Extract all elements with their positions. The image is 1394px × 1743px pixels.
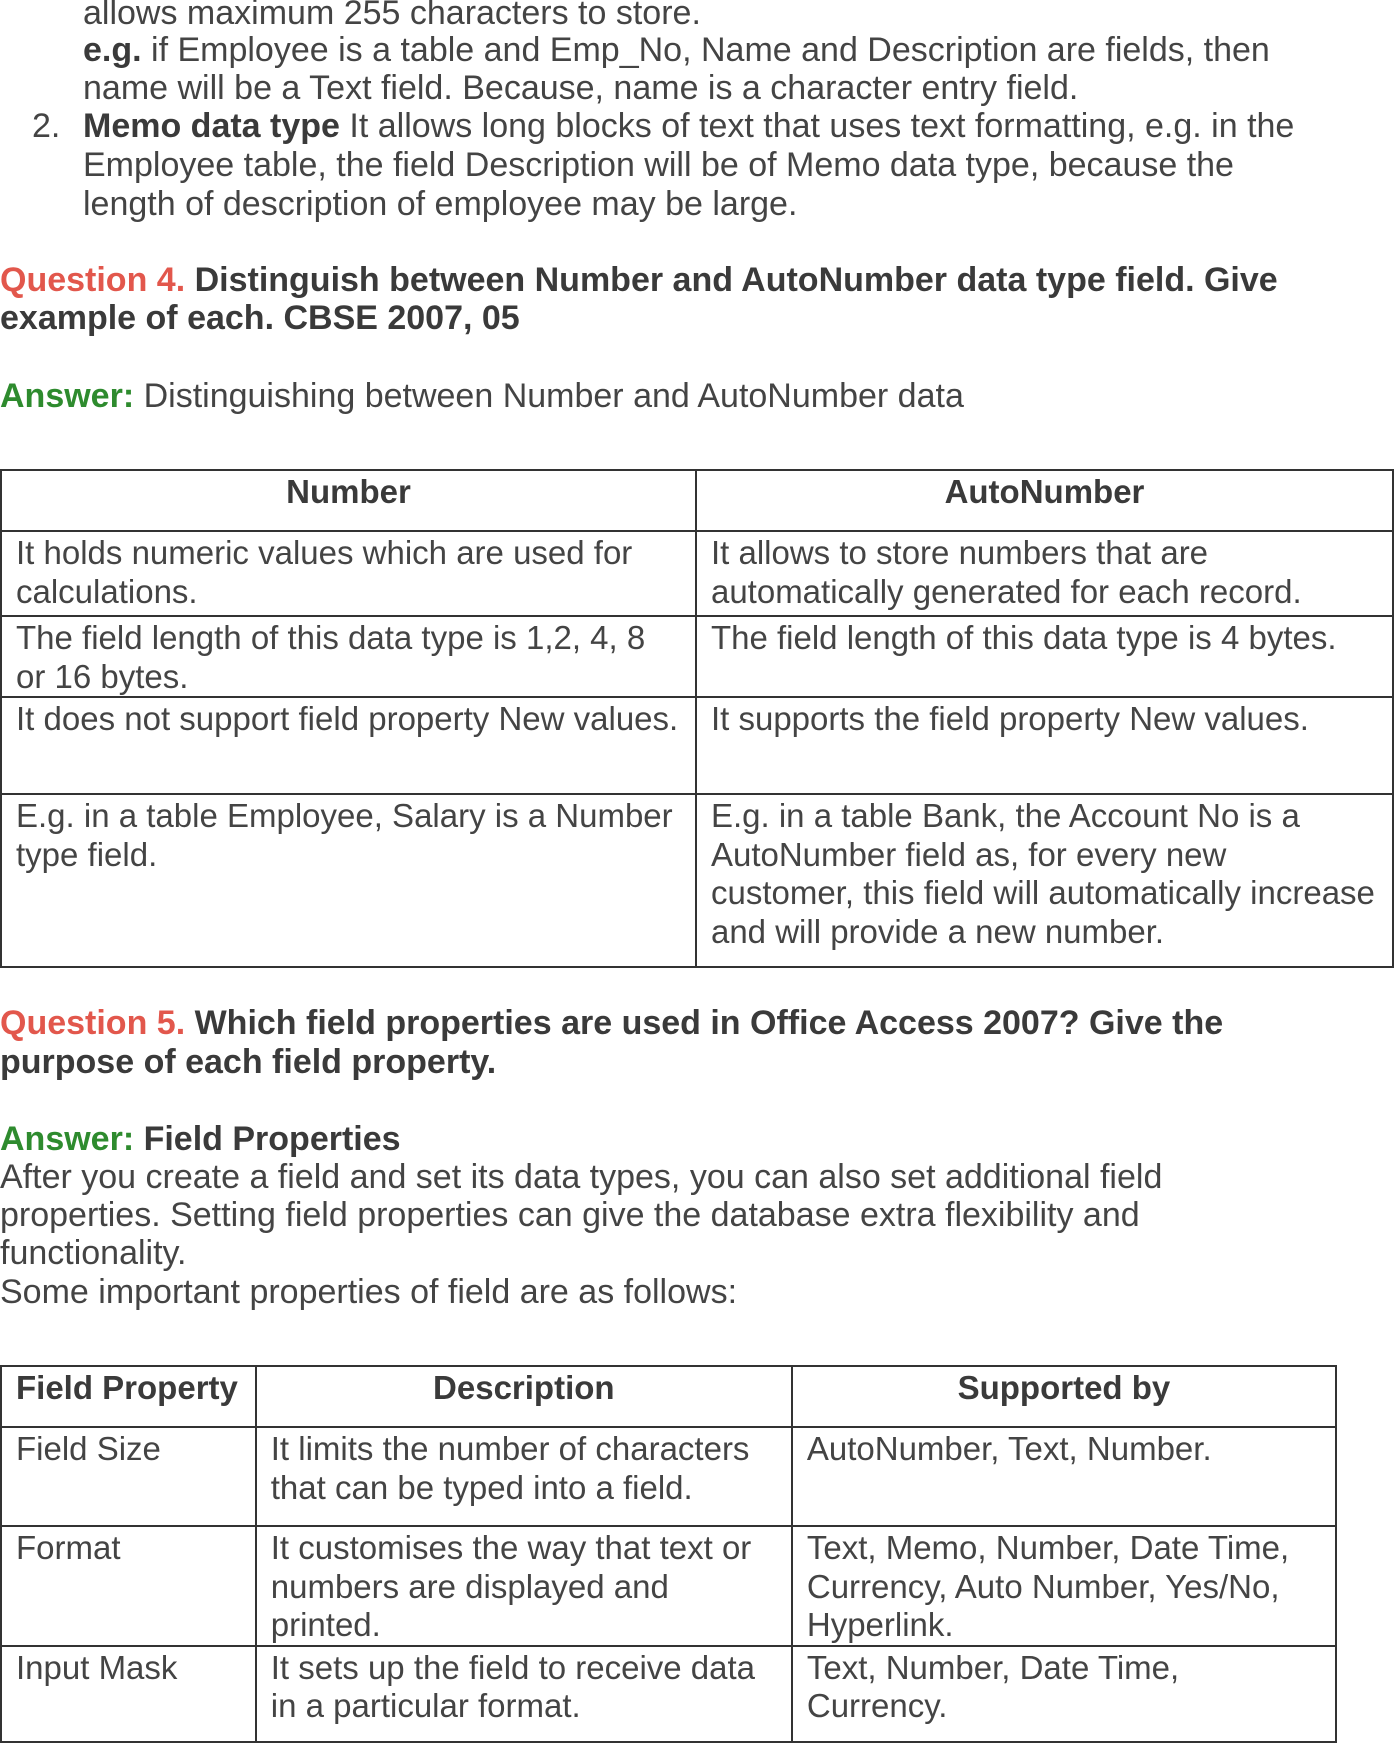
table-row [1, 794, 1393, 967]
table-cell: Format [1, 1526, 256, 1646]
text-line: After you create a field and set its data types, you can also set additional field [0, 1158, 1163, 1196]
table-header-row [1, 1366, 1336, 1427]
list-number: 2. [32, 107, 61, 145]
question-4-heading: Question 4. Distinguish between Number and AutoNumber data type field. Give [0, 261, 1278, 299]
table-cell: It does not support field property New values. [1, 697, 696, 794]
table-cell: E.g. in a table Bank, the Account No is a AutoNumber field as, for every new customer, this field will automatically increase and will provide a new number. [696, 794, 1393, 967]
number-vs-autonumber-table [0, 469, 1394, 968]
text-line: Employee table, the field Description will be of Memo data type, because the [83, 146, 1234, 184]
question-4-heading: example of each. CBSE 2007, 05 [0, 299, 520, 337]
text-line: properties. Setting field properties can give the database extra flexibility and [0, 1196, 1140, 1234]
text-line: length of description of employee may be large. [83, 185, 798, 223]
table-cell: E.g. in a table Employee, Salary is a Number type field. [1, 794, 696, 967]
text-line: functionality. [0, 1234, 187, 1272]
table-row [1, 1646, 1336, 1742]
answer-4: Answer: Distinguishing between Number and AutoNumber data [0, 377, 964, 415]
table-header: Number [1, 470, 696, 531]
table-header: AutoNumber [696, 470, 1393, 531]
question-5-heading: purpose of each field property. [0, 1043, 497, 1081]
text-line: e.g. if Employee is a table and Emp_No, Name and Description are fields, then [83, 31, 1270, 69]
field-properties-table [0, 1365, 1337, 1743]
table-row [1, 1526, 1336, 1646]
table-cell: The field length of this data type is 4 bytes. [696, 616, 1393, 697]
table-cell: AutoNumber, Text, Number. [792, 1427, 1336, 1526]
table-row [1, 697, 1393, 794]
table-cell: Input Mask [1, 1646, 256, 1742]
table-cell: The field length of this data type is 1,2, 4, 8 or 16 bytes. [1, 616, 696, 697]
table-row [1, 531, 1393, 616]
table-header: Field Property [1, 1366, 256, 1427]
text-line: Some important properties of field are as follows: [0, 1273, 738, 1311]
answer-5: Answer: Field Properties [0, 1120, 401, 1158]
text-line: allows maximum 255 characters to store. [83, 0, 701, 32]
table-cell: It customises the way that text or numbers are displayed and printed. [256, 1526, 792, 1646]
table-cell: It supports the field property New values. [696, 697, 1393, 794]
table-cell: It limits the number of characters that can be typed into a field. [256, 1427, 792, 1526]
text-line: Memo data type It allows long blocks of text that uses text formatting, e.g. in the [83, 107, 1295, 145]
table-cell: Text, Number, Date Time, Currency. [792, 1646, 1336, 1742]
table-cell: It holds numeric values which are used for calculations. [1, 531, 696, 616]
question-5-heading: Question 5. Which field properties are used in Office Access 2007? Give the [0, 1004, 1224, 1042]
table-cell: It allows to store numbers that are automatically generated for each record. [696, 531, 1393, 616]
text-line: name will be a Text field. Because, name is a character entry field. [83, 69, 1079, 107]
table-header-row [1, 470, 1393, 531]
table-header: Supported by [792, 1366, 1336, 1427]
table-row [1, 1427, 1336, 1526]
table-cell: It sets up the field to receive data in a particular format. [256, 1646, 792, 1742]
table-header: Description [256, 1366, 792, 1427]
table-cell: Field Size [1, 1427, 256, 1526]
table-row [1, 616, 1393, 697]
table-cell: Text, Memo, Number, Date Time, Currency, Auto Number, Yes/No, Hyperlink. [792, 1526, 1336, 1646]
